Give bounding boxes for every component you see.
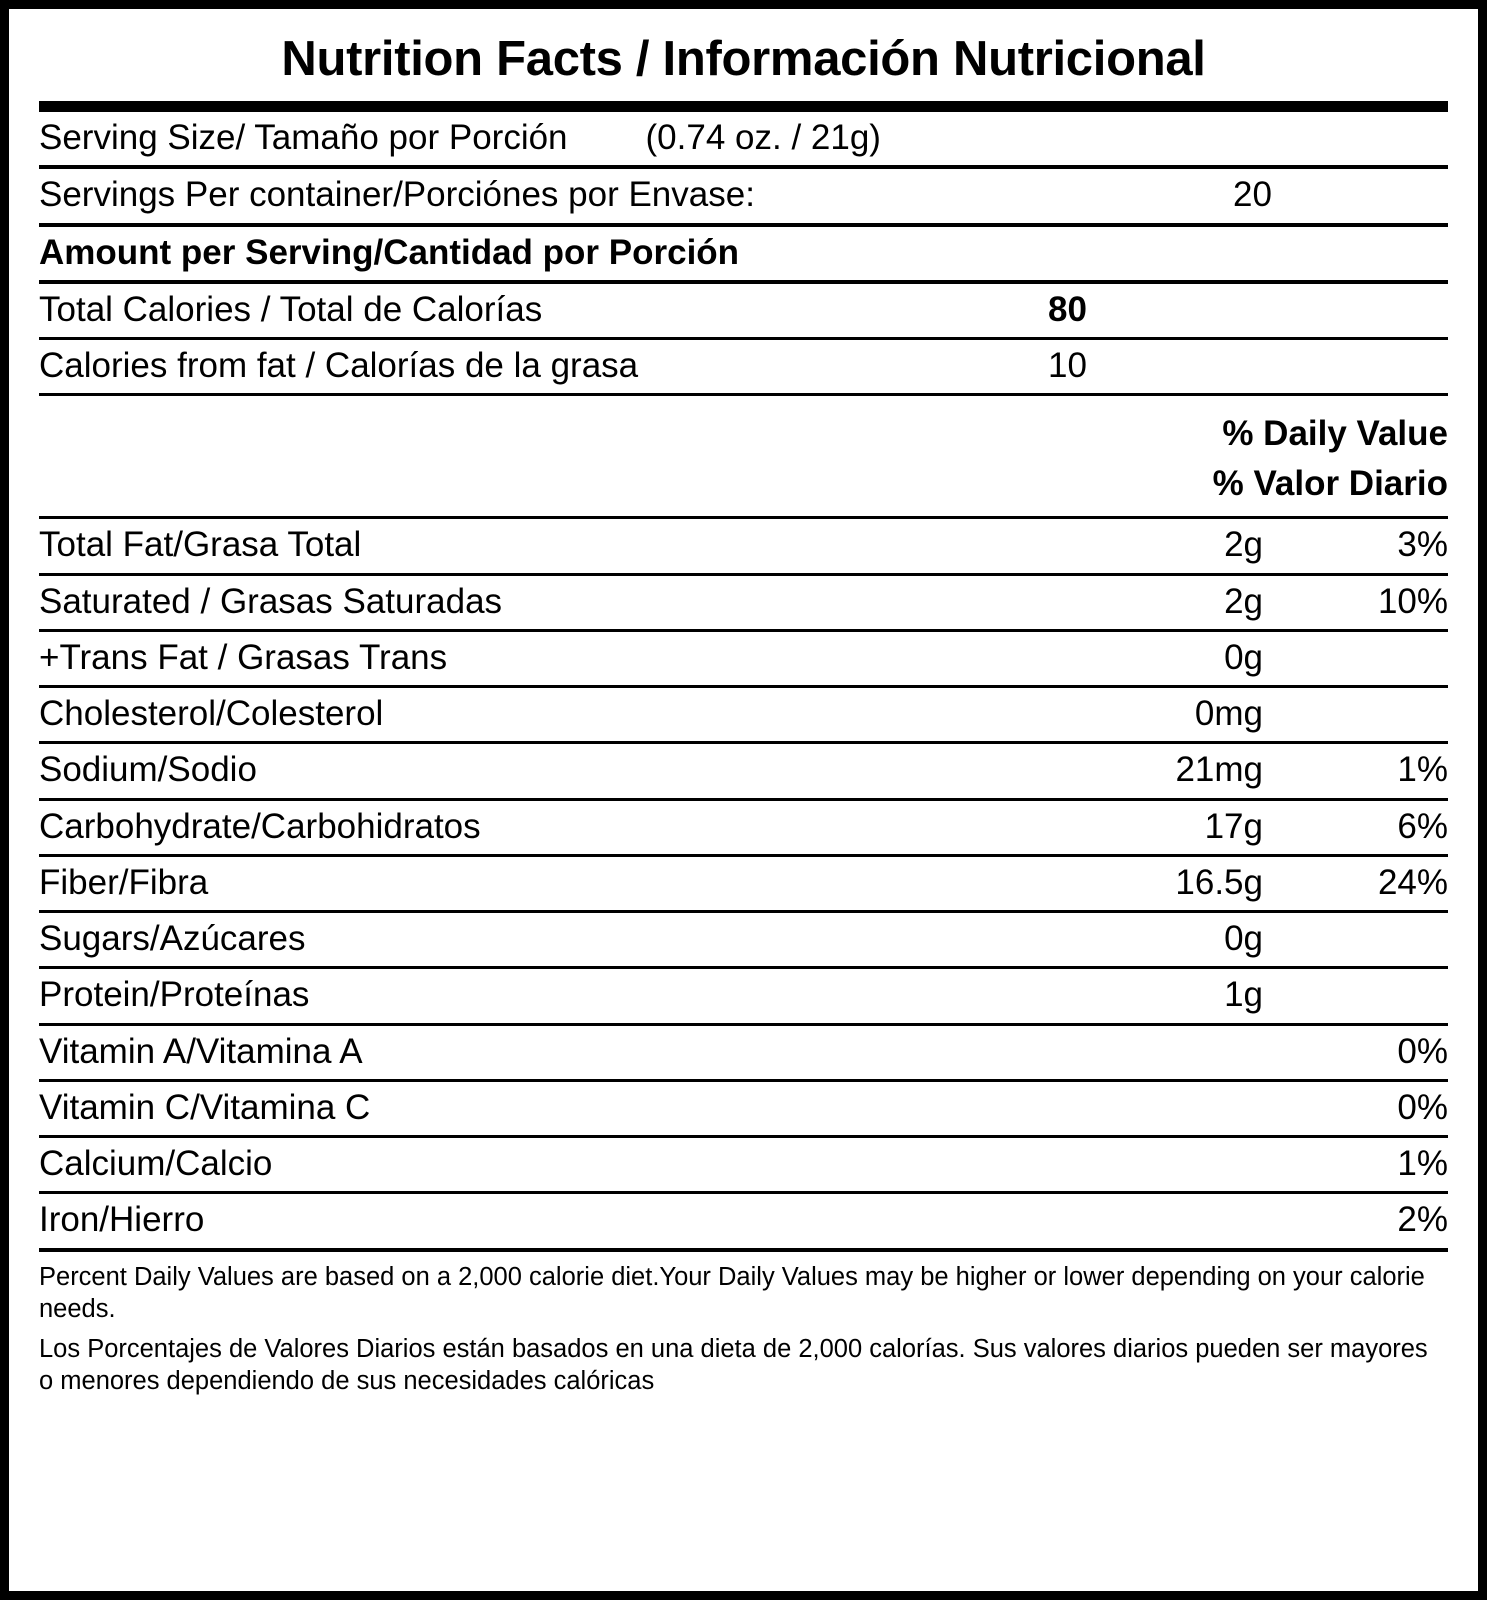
nutrient-amount: 0g [1224, 637, 1263, 677]
table-row [39, 1026, 1448, 1079]
table-row [39, 744, 1448, 797]
nutrient-dv: 0% [1397, 1031, 1448, 1071]
footnote [39, 1252, 1448, 1399]
calories-from-fat-value: 10 [1048, 346, 1087, 385]
serving-size-value: (0.74 oz. / 21g) [645, 118, 881, 157]
calories-from-fat-label: Calories from fat / Calorías de la grasa [39, 346, 639, 385]
total-calories-label: Total Calories / Total de Calorías [39, 289, 543, 329]
table-row [39, 576, 1448, 629]
total-calories-value: 80 [1048, 289, 1087, 329]
nutrient-dv: 10% [1377, 581, 1448, 621]
nutrient-amount: 2g [1224, 525, 1263, 565]
nutrient-label: Cholesterol/Colesterol [39, 694, 384, 733]
nutrient-amount: 21mg [1175, 750, 1263, 790]
nutrient-dv: 3% [1397, 525, 1448, 565]
nutrient-label: Total Fat/Grasa Total [39, 525, 362, 565]
nutrient-amount: 17g [1204, 806, 1263, 846]
nutrient-dv: 1% [1397, 750, 1448, 790]
table-row [39, 857, 1448, 910]
table-row [39, 519, 1448, 572]
nutrient-amount: 0g [1224, 919, 1263, 958]
nutrient-label: Sodium/Sodio [39, 750, 257, 790]
nutrient-label: +Trans Fat / Grasas Trans [39, 637, 448, 677]
servings-per-container-row [39, 169, 1448, 222]
nutrient-label: Protein/Proteínas [39, 975, 310, 1015]
daily-value-header-en: % Daily Value [1222, 414, 1448, 454]
nutrient-dv: 2% [1397, 1200, 1448, 1240]
footnote-english: Percent Daily Values are based on a 2,000 calorie diet.Your Daily Values may be higher or lower depending on your calorie needs. [39, 1262, 1425, 1324]
amount-per-serving-header-row [39, 227, 1448, 280]
amount-per-serving-header: Amount per Serving/Cantidad por Porción [39, 232, 740, 272]
serving-size-label: Serving Size/ Tamaño por Porción [39, 118, 568, 157]
nutrient-label: Saturated / Grasas Saturadas [39, 581, 503, 621]
nutrient-label: Vitamin C/Vitamina C [39, 1087, 371, 1127]
nutrient-dv: 0% [1397, 1087, 1448, 1127]
table-row [39, 632, 1448, 685]
nutrient-label: Iron/Hierro [39, 1200, 205, 1240]
table-row [39, 913, 1448, 966]
nutrient-amount: 1g [1224, 975, 1263, 1015]
nutrient-label: Calcium/Calcio [39, 1144, 273, 1183]
nutrient-label: Sugars/Azúcares [39, 919, 306, 958]
serving-size-row [39, 112, 1448, 165]
servings-per-container-value: 20 [1233, 175, 1272, 215]
servings-per-container-label: Servings Per container/Porciónes por Envase: [39, 175, 755, 215]
table-row [39, 1138, 1448, 1191]
table-row [39, 1082, 1448, 1135]
total-calories-row [39, 284, 1448, 337]
table-row [39, 801, 1448, 854]
table-row [39, 969, 1448, 1022]
table-row [39, 1194, 1448, 1247]
daily-value-header [39, 396, 1448, 516]
page-title: Nutrition Facts / Información Nutricional [281, 32, 1206, 86]
nutrient-dv: 1% [1397, 1144, 1448, 1183]
nutrient-amount: 16.5g [1175, 862, 1263, 902]
nutrient-amount: 2g [1224, 581, 1263, 621]
table-row [39, 688, 1448, 741]
nutrient-label: Carbohydrate/Carbohidratos [39, 806, 481, 846]
nutrient-amount: 0mg [1194, 694, 1263, 733]
nutrient-label: Fiber/Fibra [39, 862, 209, 902]
calories-from-fat-row [39, 340, 1448, 393]
divider-thick [39, 101, 1448, 112]
daily-value-header-es: % Valor Diario [1212, 464, 1448, 504]
nutrient-dv: 6% [1397, 806, 1448, 846]
footnote-spanish: Los Porcentajes de Valores Diarios están basados en una dieta de 2,000 calorías. Sus valores diarios pueden ser mayores o menores dependiendo de sus necesidades calóricas [39, 1334, 1428, 1396]
nutrient-dv: 24% [1377, 862, 1448, 902]
nutrient-label: Vitamin A/Vitamina A [39, 1031, 363, 1071]
